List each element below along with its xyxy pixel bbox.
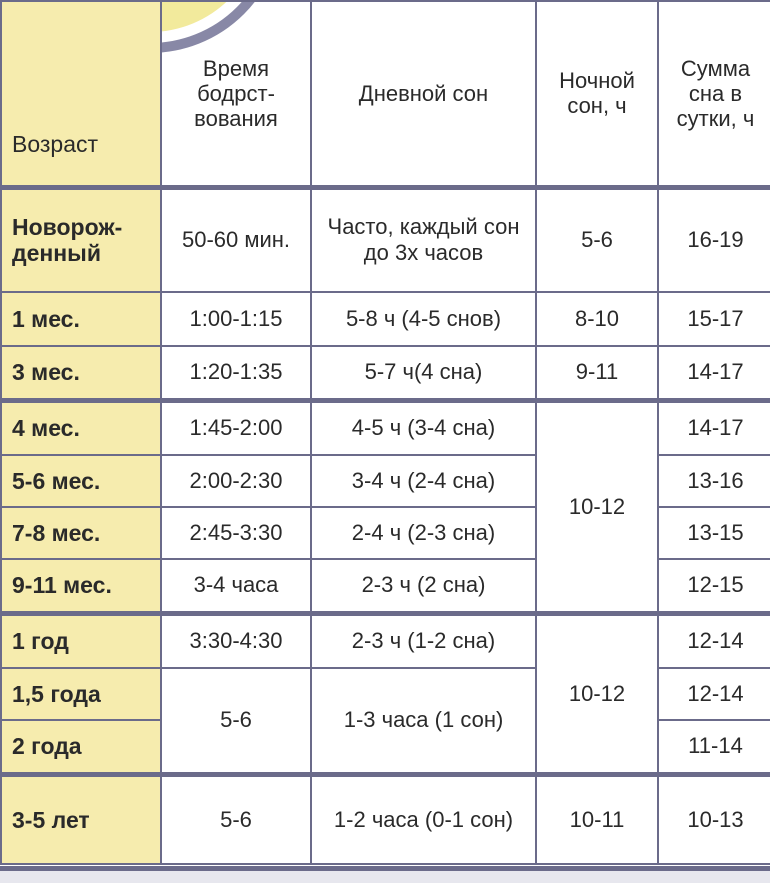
total-sleep-cell: 10-13 (658, 774, 770, 864)
day-sleep-cell: Часто, каждый сон до 3х часов (311, 187, 536, 292)
header-total-sleep: Сумма сна в сутки, ч (658, 1, 770, 187)
wake-cell: 50-60 мин. (161, 187, 311, 292)
age-cell: 4 мес. (1, 400, 161, 455)
wake-cell: 1:45-2:00 (161, 400, 311, 455)
header-day-sleep: Дневной сон (311, 1, 536, 187)
wake-cell: 1:00-1:15 (161, 292, 311, 346)
day-sleep-cell: 2-3 ч (1-2 сна) (311, 613, 536, 668)
age-cell: 3 мес. (1, 346, 161, 400)
total-sleep-cell: 12-14 (658, 613, 770, 668)
total-sleep-cell: 14-17 (658, 400, 770, 455)
wake-cell: 5-6 (161, 668, 311, 774)
table-row (1, 613, 770, 668)
total-sleep-cell: 13-16 (658, 455, 770, 507)
age-cell: 1 год (1, 613, 161, 668)
table-row (1, 400, 770, 455)
table-row (1, 774, 770, 864)
header-night-sleep: Ночной сон, ч (536, 1, 658, 187)
night-sleep-cell: 10-12 (536, 400, 658, 613)
day-sleep-cell: 2-4 ч (2-3 сна) (311, 507, 536, 559)
table-row (1, 346, 770, 400)
header-row (1, 1, 770, 187)
day-sleep-cell: 3-4 ч (2-4 сна) (311, 455, 536, 507)
age-cell: 5-6 мес. (1, 455, 161, 507)
night-sleep-cell: 10-11 (536, 774, 658, 864)
total-sleep-cell: 13-15 (658, 507, 770, 559)
header-wake-time: Время бодрст-вования (161, 1, 311, 187)
age-cell: 2 года (1, 720, 161, 774)
night-sleep-cell: 9-11 (536, 346, 658, 400)
total-sleep-cell: 12-15 (658, 559, 770, 613)
table-row (1, 292, 770, 346)
night-sleep-cell: 8-10 (536, 292, 658, 346)
day-sleep-cell: 5-7 ч(4 сна) (311, 346, 536, 400)
age-cell: 7-8 мес. (1, 507, 161, 559)
age-cell: 1 мес. (1, 292, 161, 346)
wake-cell: 3:30-4:30 (161, 613, 311, 668)
age-cell: Новорож-денный (1, 187, 161, 292)
age-cell: 1,5 года (1, 668, 161, 720)
wake-cell: 2:00-2:30 (161, 455, 311, 507)
age-cell: 9-11 мес. (1, 559, 161, 613)
total-sleep-cell: 16-19 (658, 187, 770, 292)
wake-cell: 3-4 часа (161, 559, 311, 613)
wake-cell: 5-6 (161, 774, 311, 864)
total-sleep-cell: 14-17 (658, 346, 770, 400)
day-sleep-cell: 1-3 часа (1 сон) (311, 668, 536, 774)
total-sleep-cell: 11-14 (658, 720, 770, 774)
total-sleep-cell: 15-17 (658, 292, 770, 346)
wake-cell: 2:45-3:30 (161, 507, 311, 559)
age-cell: 3-5 лет (1, 774, 161, 864)
wake-cell: 1:20-1:35 (161, 346, 311, 400)
day-sleep-cell: 5-8 ч (4-5 снов) (311, 292, 536, 346)
day-sleep-cell: 2-3 ч (2 сна) (311, 559, 536, 613)
table-row (1, 187, 770, 292)
day-sleep-cell: 4-5 ч (3-4 сна) (311, 400, 536, 455)
day-sleep-cell: 1-2 часа (0-1 сон) (311, 774, 536, 864)
night-sleep-cell: 5-6 (536, 187, 658, 292)
night-sleep-cell: 10-12 (536, 613, 658, 774)
bottom-border-bar (0, 866, 770, 883)
total-sleep-cell: 12-14 (658, 668, 770, 720)
header-age: Возраст (1, 1, 161, 187)
